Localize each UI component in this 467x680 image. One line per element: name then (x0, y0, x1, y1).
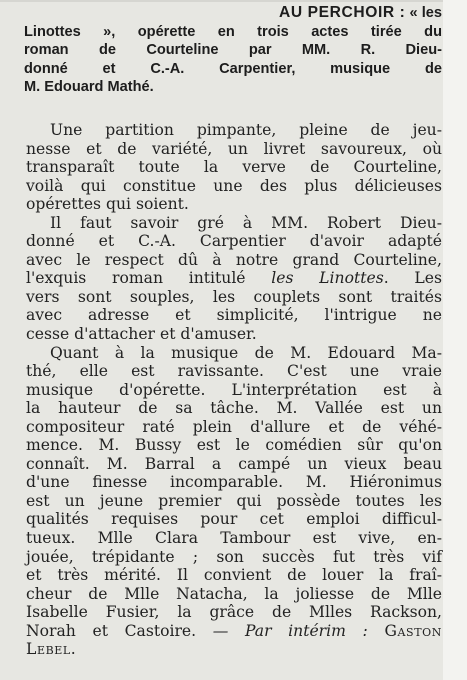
body-line: compositeur raté plein d'allure et de véhé- (26, 417, 442, 436)
body-line: avec le respect dû à notre grand Courteline, (26, 250, 442, 269)
heading-line-5: M. Edouard Mathé. (24, 79, 154, 96)
body-line: donné et C.-A. Carpentier d'avoir adapté (26, 232, 442, 251)
body-line: musique d'opérette. L'interprétation est à (26, 380, 442, 399)
body-line: voilà qui constitue une des plus délicieuses (26, 176, 442, 195)
review-heading (24, 4, 442, 97)
linottes-title: les Linottes (271, 269, 384, 288)
body-line: avec adresse et simplicité, l'intrigue ne (26, 306, 442, 325)
body-line: Il faut savoir gré à MM. Robert Dieu- (50, 213, 442, 232)
body-line: opérettes qui soient. (26, 195, 189, 214)
author-last-name: Lebel. (26, 640, 77, 659)
body-line-signoff: Norah et Castoire. — Par intérim : Gaston (26, 621, 442, 640)
heading-line-1: AU PERCHOIR : « les (278, 4, 442, 21)
body-line: et très mérité. Il convient de louer la fraî- (26, 566, 442, 585)
body-line: transparaît toute la verve de Courteline, (26, 158, 442, 177)
body-line: Isabelle Fusier, la grâce de Mlles Rackson, (26, 603, 442, 622)
body-line: qualités requises pour cet emploi difficul- (26, 510, 442, 529)
body-line: est un jeune premier qui possède toutes les (26, 491, 442, 510)
body-line: jouée, trépidante ; son succès fut très vif (26, 547, 442, 566)
body-line: tueux. Mlle Clara Tambour est vive, en- (26, 529, 442, 548)
body-line: la hauteur de sa tâche. M. Vallée est un (26, 399, 442, 418)
body-line: d'une finesse incomparable. M. Hiéronimus (26, 473, 442, 492)
clipping-top-edge (0, 0, 467, 2)
author-first-name: Gaston (384, 621, 442, 640)
heading-title: AU PERCHOIR : (278, 4, 406, 21)
body-line: Quant à la musique de M. Edouard Ma- (50, 343, 442, 362)
body-line: Une partition pimpante, pleine de jeu- (50, 121, 442, 139)
body-line: mence. M. Bussy est le comédien sûr qu'on (26, 436, 442, 455)
signoff-label: — Par intérim : (212, 621, 368, 640)
body-line: vers sont souples, les couplets sont traités (26, 287, 442, 306)
body-line: cesse d'attacher et d'amuser. (26, 325, 257, 344)
body-line-linottes: l'exquis roman intitulé les Linottes. Les (26, 269, 442, 288)
review-body (26, 121, 442, 659)
heading-line-2: Linottes », opérette en trois actes tirée du (24, 23, 442, 40)
body-line: thé, elle est ravissante. C'est une vraie (26, 362, 442, 381)
clipping-margin (443, 0, 467, 680)
body-line: connaît. M. Barral a campé un vieux beau (26, 454, 442, 473)
heading-line-3: roman de Courteline par MM. R. Dieu- (24, 42, 442, 59)
body-line: nesse et de variété, un livret savoureux, où (26, 139, 442, 158)
heading-line-4: donné et C.-A. Carpentier, musique de (24, 60, 442, 77)
body-line: cheur de Mlle Natacha, la joliesse de Mlle (26, 584, 442, 603)
